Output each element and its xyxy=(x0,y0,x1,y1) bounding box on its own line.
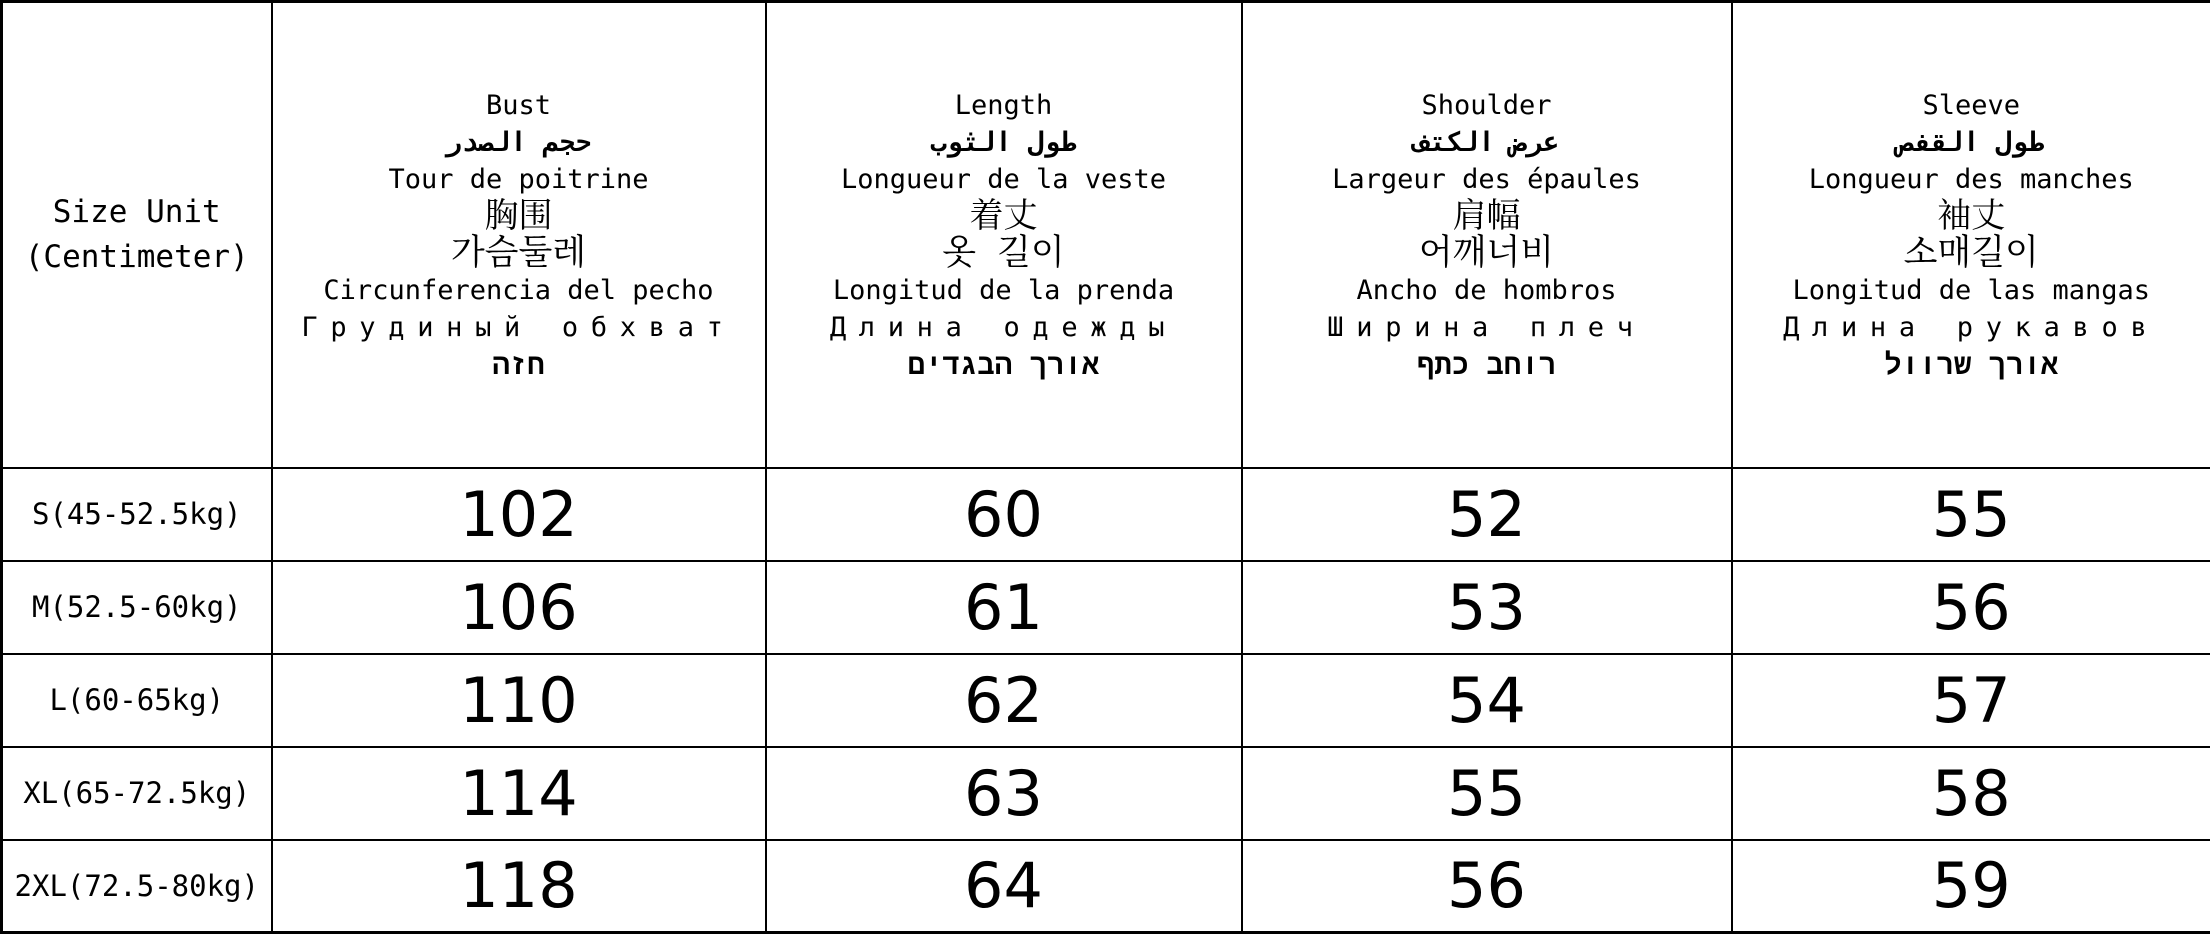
header-shoulder-russian: Ширина плеч xyxy=(1243,309,1731,346)
value-shoulder-2xl: 56 xyxy=(1242,840,1732,933)
header-sleeve-french: Longueur des manches xyxy=(1733,161,2210,198)
header-row xyxy=(2,2,2210,468)
header-bust-korean: 가슴둘레 xyxy=(273,235,765,272)
header-bust-arabic: حجم الصدر xyxy=(273,124,765,161)
header-length-french: Longueur de la veste xyxy=(767,161,1241,198)
header-shoulder-hebrew: רוחב כתף xyxy=(1243,346,1731,383)
header-length-russian: Длина одежды xyxy=(767,309,1241,346)
value-length-s: 60 xyxy=(766,468,1242,561)
header-bust-french: Tour de poitrine xyxy=(273,161,765,198)
header-bust-chinese: 胸围 xyxy=(273,198,765,235)
header-shoulder-english: Shoulder xyxy=(1243,87,1731,124)
header-shoulder-korean: 어깨너비 xyxy=(1243,235,1731,272)
value-shoulder-s: 52 xyxy=(1242,468,1732,561)
header-shoulder-spanish: Ancho de hombros xyxy=(1243,272,1731,309)
size-unit-line1: Size Unit xyxy=(3,190,271,235)
value-bust-s: 102 xyxy=(272,468,766,561)
header-length-english: Length xyxy=(767,87,1241,124)
value-sleeve-2xl: 59 xyxy=(1732,840,2210,933)
size-label-2xl: 2XL(72.5-80kg) xyxy=(2,840,272,933)
header-shoulder-arabic: عرض الكتف xyxy=(1243,124,1731,161)
value-bust-xl: 114 xyxy=(272,747,766,840)
value-length-l: 62 xyxy=(766,654,1242,747)
header-bust-russian: Грудиный обхват xyxy=(273,309,765,346)
value-bust-l: 110 xyxy=(272,654,766,747)
header-col-shoulder xyxy=(1242,2,1732,468)
value-shoulder-m: 53 xyxy=(1242,561,1732,654)
header-col-bust xyxy=(272,2,766,468)
header-length-hebrew: אורך הבגדים xyxy=(767,346,1241,383)
header-col-sleeve xyxy=(1732,2,2210,468)
table-row-xl xyxy=(2,747,2210,840)
header-shoulder-chinese: 肩幅 xyxy=(1243,198,1731,235)
value-sleeve-xl: 58 xyxy=(1732,747,2210,840)
header-sleeve-english: Sleeve xyxy=(1733,87,2210,124)
header-length-korean: 옷 길이 xyxy=(767,235,1241,272)
header-sleeve-korean: 소매길이 xyxy=(1733,235,2210,272)
header-length-arabic: طول الثوب xyxy=(767,124,1241,161)
value-sleeve-m: 56 xyxy=(1732,561,2210,654)
header-bust-spanish: Circunferencia del pecho xyxy=(273,272,765,309)
header-bust-hebrew: חזה xyxy=(273,346,765,383)
header-length-chinese: 着丈 xyxy=(767,198,1241,235)
header-bust-english: Bust xyxy=(273,87,765,124)
value-length-m: 61 xyxy=(766,561,1242,654)
table-row-2xl xyxy=(2,840,2210,933)
size-unit-line2: (Centimeter) xyxy=(3,235,271,280)
header-sleeve-chinese: 袖丈 xyxy=(1733,198,2210,235)
table-row-m xyxy=(2,561,2210,654)
header-col-length xyxy=(766,2,1242,468)
table-row-l xyxy=(2,654,2210,747)
value-length-2xl: 64 xyxy=(766,840,1242,933)
header-size-unit xyxy=(2,2,272,468)
value-bust-m: 106 xyxy=(272,561,766,654)
size-label-m: M(52.5-60kg) xyxy=(2,561,272,654)
header-shoulder-french: Largeur des épaules xyxy=(1243,161,1731,198)
value-sleeve-s: 55 xyxy=(1732,468,2210,561)
value-sleeve-l: 57 xyxy=(1732,654,2210,747)
header-sleeve-russian: Длина рукавов xyxy=(1733,309,2210,346)
value-length-xl: 63 xyxy=(766,747,1242,840)
value-shoulder-l: 54 xyxy=(1242,654,1732,747)
size-label-s: S(45-52.5kg) xyxy=(2,468,272,561)
header-sleeve-spanish: Longitud de las mangas xyxy=(1733,272,2210,309)
header-sleeve-arabic: طول القفص xyxy=(1733,124,2210,161)
size-label-xl: XL(65-72.5kg) xyxy=(2,747,272,840)
table-row-s xyxy=(2,468,2210,561)
header-length-spanish: Longitud de la prenda xyxy=(767,272,1241,309)
size-label-l: L(60-65kg) xyxy=(2,654,272,747)
value-bust-2xl: 118 xyxy=(272,840,766,933)
header-sleeve-hebrew: אורך שרוול xyxy=(1733,346,2210,383)
value-shoulder-xl: 55 xyxy=(1242,747,1732,840)
